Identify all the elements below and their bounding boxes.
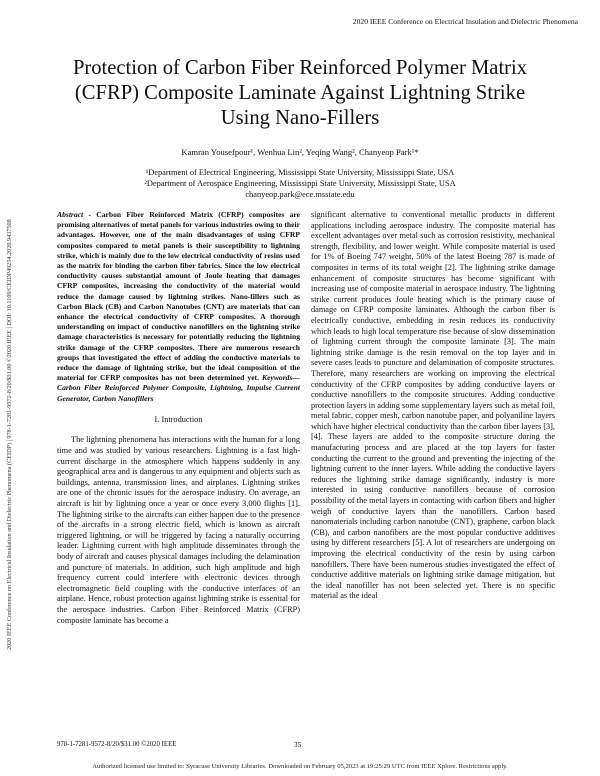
author-list: Kamran Yousefpour¹, Wenhua Lin², Yeqing Wang², Chanyeop Park¹* bbox=[181, 147, 419, 157]
page-number: 35 bbox=[294, 741, 302, 749]
contact-email: chanyeop.park@ece.msstate.edu bbox=[245, 190, 355, 199]
keywords-label: Keywords— bbox=[262, 373, 300, 383]
running-header: 2020 IEEE Conference on Electrical Insulation and Dielectric Phenomena bbox=[352, 17, 578, 26]
footer-isbn: 978-1-7281-9572-8/20/$31.00 ©2020 IEEE bbox=[57, 741, 177, 748]
right-column bbox=[311, 210, 555, 602]
introduction-paragraph: The lightning phenomena has interactions with the human for a long time and was studied by various researchers. Lightning is a fast high-current discharge in the atmosphere which happens suddenly in any geographical area and is dangerous to any equipment and objects such as buildings, antenna, transmission lines, and airplanes. Lightning strikes are one of the chronic issues for the aerospace industry. On average, an aircraft is hit by lightning once a year or once every 3,000 flights [1]. The lightning strike to the aircrafts can either happen due to the presence of the aircrafts in a strong electric field, which is known as aircraft triggered lightning, or will be triggered by facing a naturally occurring leader. Lightning current with high amplitude disseminates through the body of aircraft and causes physical damages including the delamination and puncture of materials. In addition, such high amplitude and high frequency current could interfere with electronic devices through electromagnetic field coupling with the conductive interfaces of an airplane. Hence, robust protection against lightning strike is essential for the aerospace industries. Carbon Fiber Reinforced Matrix (CFRP) composite laminate has become a bbox=[57, 435, 300, 625]
abstract-label: Abstract bbox=[57, 210, 84, 219]
paper-title: Protection of Carbon Fiber Reinforced Polymer Matrix (CFRP) Composite Laminate Against Lightning Strike Using Nano-Fillers bbox=[72, 57, 528, 129]
section-heading-introduction: I. Introduction bbox=[154, 414, 203, 424]
introduction-continued-paragraph: significant alternative to conventional metallic products in different applications including aerospace industry. The composite material has excellent advantages over metal such as corrosion resistivity, mechanical strength, flexibility, and lower weight. While composite material is used for 1% of Boeing 747 weight, 50% of the latest Boeing 787 is made of composites in terms of its total weight [2]. The lightning strike damage enhancement of composite structures has become significant with increasing use of composite material in aerospace industry. The lightning strike current produces Joule heating which is the primary cause of damage on CFRP composite laminates. Although the carbon fiber is electrically conductive, embedding in resin reduces its conductivity which leads to high local temperature rise because of slow dissemination of lightning current through the composite laminate [3]. The main lightning strike damage is the resin removal on the top layer and in severe cases leads to puncture and delamination of composite structures. Therefore, many researchers are working on improving the electrical conductivity of the CFRP composites by adding conductive layers or conductive nanofillers to the composite structures. Adding conductive protection layers in adding some supplementary layers such as metal foil, metal fabric, copper mesh, carbon nanotube paper, and polyaniline layers which have higher electrical conductivity than the carbon fiber layers [3], [4]. These layers are added to the composite structure during the manufacturing process and are placed at the top layers for faster conducting the current to the ground and preventing the injecting of the lightning current to the inner layers. While adding the conductive layers reduces the lightning strike damage significantly, industry is more interested in using conductive nanofillers because of corrosion possibility of the metal layers in contacting with carbon fibers and higher weigh of conductive layers than the nanofillers. Carbon based nanomaterials including carbon nanotube (CNT), graphene, carbon black (CB), and carbon nanofibers are the most popular conductive additives using by different researchers [5]. A lot of researchers are undergoing on improving the electrical conductivity of the resin by using carbon nanofillers. There have been numerous studies investigated the effect of conductive additive materials on lightning strike damage mitigation, but the ideal nanofiller has not been selected yet. There is no specific material as the ideal bbox=[311, 210, 555, 601]
abstract-text: - Carbon Fiber Reinforced Matrix (CFRP) composites are promising alternatives of metal panels for various industries owing to their advantages. However, one of the main disadvantages of using CFRP composites compared to metal panels is their susceptibility to lightning strike, which is mainly due to the low electrical conductivity of resins used as the matrix for binding the carbon fiber fabrics. Since the low electrical conductivity causes substantial amount of Joule heating that damages CFRP composites, increasing the conductivity of the material would reduce the damage caused by lightning strikes. Nano-fillers such as Carbon Black (CB) and Carbon Nanotubes (CNT) are materials that can enhance the electrical conductivity of CFRP composites. A thorough understanding on impact of conductive nanofillers on the lightning strike damage characteristics is necessary for potentially reducing the lightning strike damage of the CFRP composites. There are numerous research groups that investigated the effect of adding the conductive materials to reduce the damage of lightning strike, but the ideal composition of the material for CFRP composites has not been determined yet. bbox=[57, 210, 300, 383]
abstract bbox=[57, 210, 300, 404]
license-notice: Authorized licensed use limited to: Syracuse University Libraries. Downloaded on February 05,2023 at 19:25:29 UTC from IEEE Xplore. Restrictions apply. bbox=[92, 763, 508, 770]
affiliation-2: ²Department of Aerospace Engineering, Mississippi State University, Mississippi State, USA bbox=[144, 179, 456, 188]
side-doi-text: 2020 IEEE Conference on Electrical Insulation and Dielectric Phenomena (CEIDP) | 978-1-7281-9572-8/20/$31.00 ©2020 IEEE | DOI: 10.1109/CEIDP49254.2020.9437508 bbox=[6, 219, 13, 650]
keywords-text: Carbon Fiber Reinforced Polymer Composite, Lightning, Impulse Current Generator, Carbon Nanofillers bbox=[57, 383, 300, 403]
affiliation-1: ¹Department of Electrical Engineering, Mississippi State University, Mississippi State, USA bbox=[145, 168, 455, 177]
left-column bbox=[57, 210, 300, 626]
side-doi-strip bbox=[6, 180, 16, 650]
